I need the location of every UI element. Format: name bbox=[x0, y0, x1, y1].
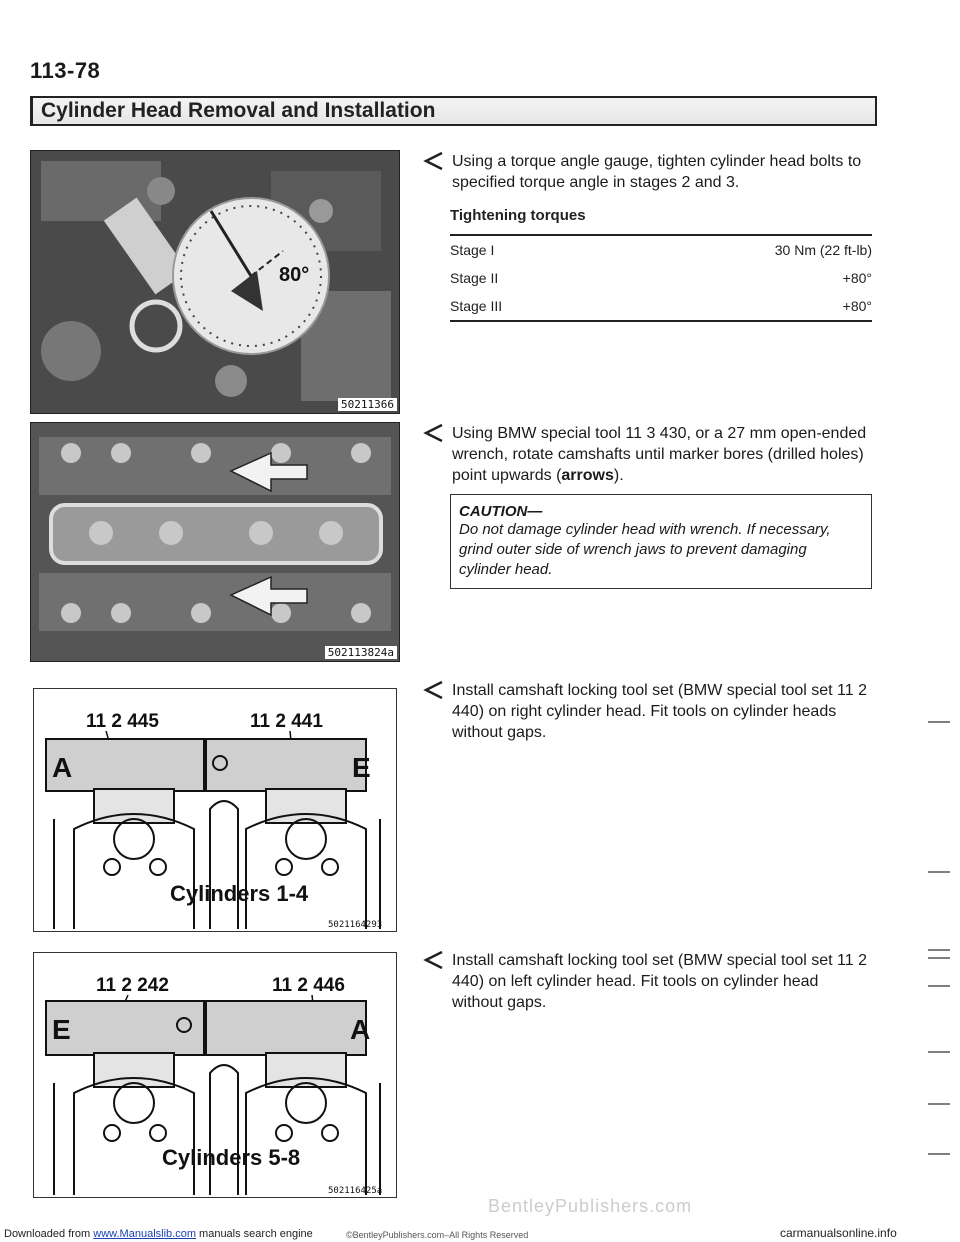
instruction-step-2 bbox=[452, 423, 872, 486]
row-value: 30 Nm (22 ft-lb) bbox=[774, 242, 872, 258]
site-watermark: carmanualsonline.info bbox=[780, 1226, 897, 1240]
row-value: +80° bbox=[842, 298, 872, 314]
pointer-arrow-icon bbox=[422, 950, 446, 970]
block-label-left: E bbox=[52, 1014, 71, 1045]
instruction-step-1 bbox=[452, 151, 872, 193]
page-number: 113-78 bbox=[30, 58, 101, 83]
step-1-text: Using a torque angle gauge, tighten cylinder head bolts to specified torque angle in stages 2 and 3. bbox=[452, 153, 862, 191]
tool-label-right: 11 2 441 bbox=[250, 711, 323, 732]
pointer-arrow-icon bbox=[422, 680, 446, 700]
locking-tool-diagram-left bbox=[33, 952, 397, 1198]
section-title: Cylinder Head Removal and Installation bbox=[41, 99, 436, 122]
pointer-arrow-icon bbox=[422, 151, 446, 171]
tool-label-left: 11 2 242 bbox=[96, 975, 169, 996]
instruction-step-3 bbox=[452, 680, 872, 743]
section-header-bar bbox=[30, 96, 877, 126]
figure-id: 502116425a bbox=[328, 1186, 383, 1196]
block-label-left: A bbox=[52, 752, 73, 783]
figure-id: 5021164293 bbox=[328, 920, 383, 930]
publisher-watermark: BentleyPublishers.com bbox=[488, 1196, 693, 1216]
copyright-notice: ©BentleyPublishers.com–All Rights Reserved bbox=[346, 1230, 529, 1240]
row-label: Stage I bbox=[450, 242, 495, 258]
pointer-arrow-icon bbox=[422, 423, 446, 443]
caution-box bbox=[450, 494, 872, 589]
camshaft-marker-photo bbox=[30, 422, 400, 662]
locking-tool-diagram-right bbox=[33, 688, 397, 932]
step-2-arrows-term: arrows bbox=[561, 467, 614, 484]
instruction-step-4 bbox=[452, 950, 872, 1013]
table-row bbox=[450, 264, 872, 292]
block-label-right: A bbox=[350, 1014, 371, 1045]
tightening-torques-table bbox=[450, 207, 872, 322]
step-2-text-end: ). bbox=[613, 467, 624, 484]
figure-id: 502113824a bbox=[325, 646, 397, 659]
table-title: Tightening torques bbox=[450, 207, 586, 224]
cylinders-caption: Cylinders 1-4 bbox=[170, 881, 309, 906]
block-label-right: E bbox=[352, 752, 371, 783]
manualslib-link[interactable]: www.Manualslib.com bbox=[93, 1228, 196, 1240]
margin-scan-marks bbox=[924, 0, 960, 1242]
caution-title: CAUTION— bbox=[459, 503, 543, 520]
tool-label-right: 11 2 446 bbox=[272, 975, 345, 996]
row-label: Stage III bbox=[450, 298, 503, 314]
download-prefix: Downloaded from bbox=[4, 1228, 94, 1240]
row-value: +80° bbox=[842, 270, 872, 286]
table-row bbox=[450, 292, 872, 322]
step-4-text: Install camshaft locking tool set (BMW special tool set 11 2 440) on left cylinder head. Fit tools on cylinder head without gaps. bbox=[452, 952, 867, 1011]
figure-id: 50211366 bbox=[338, 398, 397, 411]
caution-text: Do not damage cylinder head with wrench. If necessary, grind outer side of wrench jaws to prevent damaging cylinder head. bbox=[459, 521, 831, 578]
table-row bbox=[450, 236, 872, 264]
step-2-text: Using BMW special tool 11 3 430, or a 27 mm open-ended wrench, rotate camshafts until marker bores (drilled holes) point upwards ( bbox=[452, 425, 867, 484]
cylinders-caption: Cylinders 5-8 bbox=[162, 1145, 301, 1170]
tool-label-left: 11 2 445 bbox=[86, 711, 159, 732]
row-label: Stage II bbox=[450, 270, 499, 286]
download-source-note bbox=[4, 1228, 313, 1240]
torque-gauge-photo bbox=[30, 150, 400, 414]
gauge-reading: 80° bbox=[279, 264, 310, 286]
download-suffix: manuals search engine bbox=[195, 1228, 313, 1240]
step-3-text: Install camshaft locking tool set (BMW special tool set 11 2 440) on right cylinder head. Fit tools on cylinder heads without gaps. bbox=[452, 682, 867, 741]
